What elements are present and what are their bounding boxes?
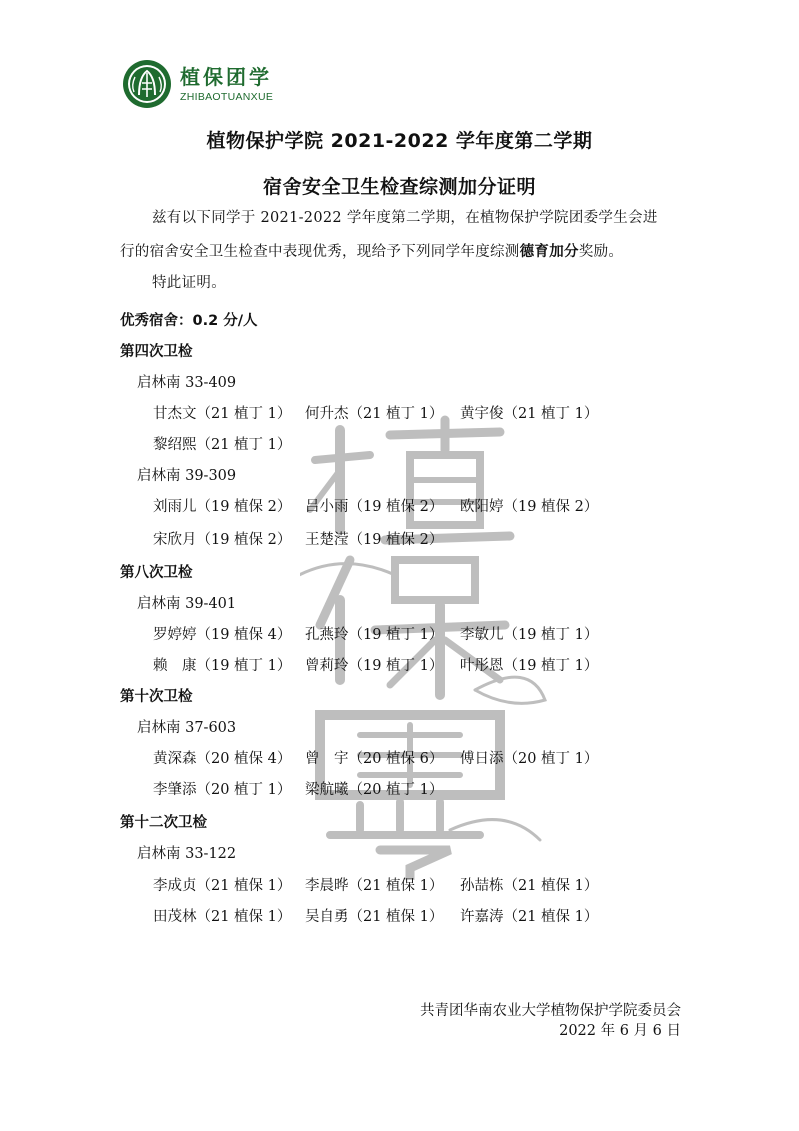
logo-chinese-name: 植保团学: [180, 64, 272, 89]
document-subtitle: 宿舍安全卫生检查综测加分证明: [262, 176, 536, 198]
student-entry: 罗婷婷（19 植保 4）: [153, 627, 292, 643]
section-title: 第十二次卫检: [120, 815, 207, 831]
student-entry: 甘杰文（21 植丁 1）: [153, 406, 292, 422]
issue-date: 2022 年 6 月 6 日: [559, 1023, 681, 1039]
logo-pinyin-name: ZHIBAOTUANXUE: [180, 90, 274, 103]
student-entry: 黎绍熙（21 植丁 1）: [153, 437, 292, 453]
student-entry: 何升杰（21 植丁 1）: [305, 406, 444, 422]
student-entry: 孔燕玲（19 植丁 1）: [305, 627, 444, 643]
student-entry: 李晨晔（21 植保 1）: [305, 878, 444, 894]
student-entry: 黄深森（20 植保 4）: [153, 751, 292, 767]
section-title: 第八次卫检: [120, 565, 193, 581]
section-title: 第四次卫检: [120, 344, 193, 360]
student-entry: 黄宇俊（21 植丁 1）: [460, 406, 599, 422]
student-entry: 吕小雨（19 植保 2）: [305, 499, 444, 515]
student-entry: 吴自勇（21 植保 1）: [305, 909, 444, 925]
student-entry: 傅日添（20 植丁 1）: [460, 751, 599, 767]
student-entry: 曾莉玲（19 植丁 1）: [305, 658, 444, 674]
hereby-certified: 特此证明。: [152, 275, 226, 291]
section-title: 第十次卫检: [120, 689, 193, 705]
dorm-room: 启林南 37-603: [137, 720, 237, 736]
student-entry: 赖 康（19 植丁 1）: [153, 658, 292, 674]
moral-bonus-emphasis: 德育加分: [519, 244, 579, 260]
document-title: 植物保护学院 2021-2022 学年度第二学期: [206, 130, 593, 152]
issuing-organization: 共青团华南农业大学植物保护学院委员会: [420, 1003, 681, 1019]
student-entry: 李肇添（20 植丁 1）: [153, 782, 292, 798]
student-entry: 许嘉涛（21 植保 1）: [460, 909, 599, 925]
student-entry: 叶彤恩（19 植丁 1）: [460, 658, 599, 674]
intro-line-2: [120, 240, 623, 261]
student-entry: 李成贞（21 植保 1）: [153, 878, 292, 894]
student-entry: 梁航曦（20 植丁 1）: [305, 782, 444, 798]
student-entry: 宋欣月（19 植保 2）: [153, 532, 292, 548]
intro-line-1: 兹有以下同学于 2021-2022 学年度第二学期，在植物保护学院团委学生会进: [152, 210, 658, 226]
dorm-room: 启林南 39-401: [137, 596, 237, 612]
student-entry: 田茂林（21 植保 1）: [153, 909, 292, 925]
intro-line-2-text: 行的宿舍安全卫生检查中表现优秀，现给予下列同学年度综测: [120, 244, 520, 260]
intro-line-2-end: 奖励。: [578, 244, 624, 260]
student-entry: 孙喆栋（21 植保 1）: [460, 878, 599, 894]
dorm-room: 启林南 33-122: [137, 846, 237, 862]
student-entry: 欧阳婷（19 植保 2）: [460, 499, 599, 515]
calligraphy-watermark-icon: [300, 410, 550, 880]
student-entry: 王楚滢（19 植保 2）: [305, 532, 444, 548]
student-entry: 曾 宇（20 植保 6）: [305, 751, 444, 767]
award-rule: 优秀宿舍：0.2 分/人: [120, 313, 258, 329]
dorm-room: 启林南 33-409: [137, 375, 237, 391]
student-entry: 李敏儿（19 植丁 1）: [460, 627, 599, 643]
dorm-room: 启林南 39-309: [137, 468, 237, 484]
seal-icon: [122, 59, 172, 109]
college-logo: [122, 58, 273, 110]
student-entry: 刘雨儿（19 植保 2）: [153, 499, 292, 515]
